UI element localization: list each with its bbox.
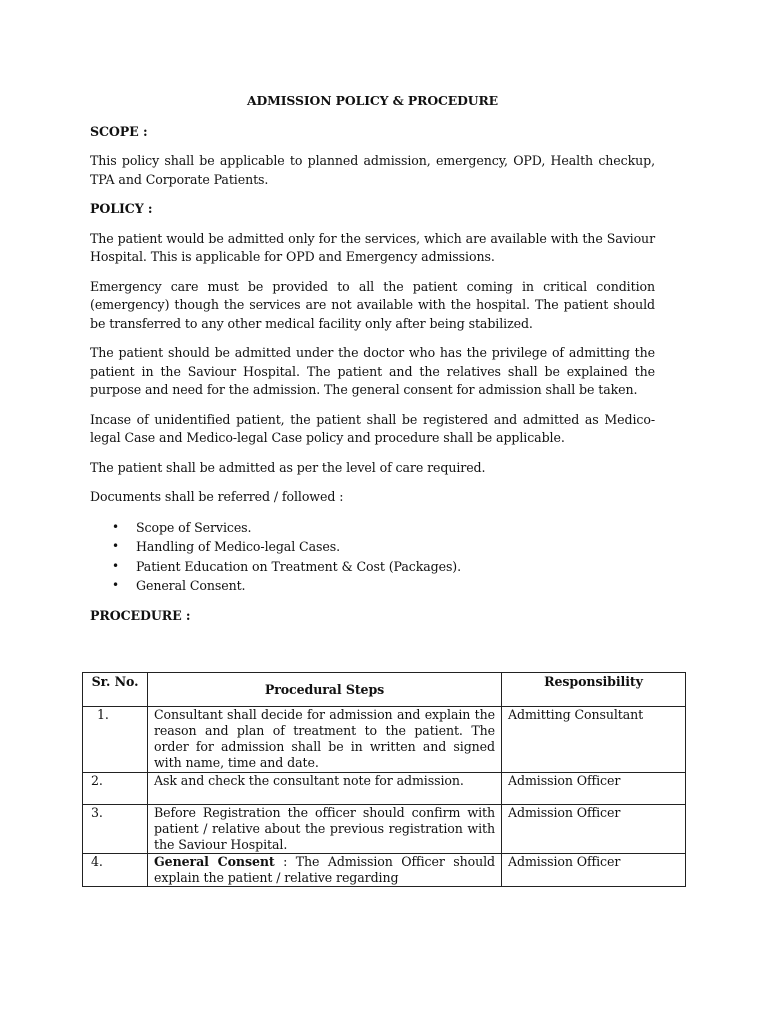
table-header-row xyxy=(83,673,686,707)
column-header-sr-no: Sr. No. xyxy=(83,673,148,707)
list-item: • Handling of Medico-legal Cases. xyxy=(136,537,655,557)
row-responsibility: Admitting Consultant xyxy=(502,707,686,773)
general-consent-label: General Consent xyxy=(154,854,275,869)
table-row xyxy=(83,707,686,773)
policy-paragraph-1: The patient would be admitted only for the services, which are available with the Saviour Hospital. This is applicable for OPD and Emergency admissions. xyxy=(90,230,655,264)
column-header-procedural-steps: Procedural Steps xyxy=(148,673,502,707)
documents-intro: Documents shall be referred / followed : xyxy=(90,489,344,504)
procedure-table xyxy=(82,672,686,887)
policy-paragraph-4: Incase of unidentified patient, the patient shall be registered and admitted as Medico-legal Case and Medico-legal Case policy and procedure shall be applicable. xyxy=(90,411,655,445)
row-responsibility: Admission Officer xyxy=(502,773,686,805)
column-header-responsibility: Responsibility xyxy=(502,673,686,707)
general-consent-text: : The Admission Officer should explain the patient / relative regarding xyxy=(154,854,495,885)
row-procedural-step xyxy=(148,854,502,887)
policy-paragraph-3: The patient should be admitted under the doctor who has the privilege of admitting the patient in the Saviour Hospital. The patient and the relatives shall be explained the purpose and need for the admission. The general consent for admission shall be taken. xyxy=(90,345,655,397)
row-sr-no: 2. xyxy=(83,773,148,805)
list-item: • Scope of Services. xyxy=(136,518,655,538)
table-row xyxy=(83,854,686,887)
row-procedural-step: Ask and check the consultant note for admission. xyxy=(148,773,502,805)
row-sr-no: 4. xyxy=(83,854,148,887)
document-body xyxy=(90,92,655,636)
row-responsibility: Admission Officer xyxy=(502,805,686,854)
procedure-heading: PROCEDURE : xyxy=(90,607,191,623)
list-item: • General Consent. xyxy=(136,576,655,596)
page-title: ADMISSION POLICY & PROCEDURE xyxy=(246,93,499,108)
row-sr-no: 3. xyxy=(83,805,148,854)
policy-paragraph-2: Emergency care must be provided to all the patient coming in critical condition (emergency) though the services are not available with the hospital. The patient should be transferred to any other medical facility only after being stabilized. xyxy=(90,278,655,331)
row-procedural-step: Consultant shall decide for admission and explain the reason and plan of treatment to the patient. The order for admission shall be in written and signed with name, time and date. xyxy=(148,707,502,773)
table-row xyxy=(83,773,686,805)
table-row xyxy=(83,805,686,854)
list-item: • Patient Education on Treatment & Cost (Packages). xyxy=(136,557,655,577)
row-sr-no: 1. xyxy=(83,707,148,773)
scope-paragraph: This policy shall be applicable to planned admission, emergency, OPD, Health checkup, TPA and Corporate Patients. xyxy=(90,153,655,187)
policy-heading: POLICY : xyxy=(90,201,153,216)
row-responsibility: Admission Officer xyxy=(502,854,686,887)
scope-heading: SCOPE : xyxy=(90,123,148,139)
documents-list xyxy=(90,518,655,596)
row-procedural-step: Before Registration the officer should confirm with patient / relative about the previous registration with the Saviour Hospital. xyxy=(148,805,502,854)
policy-paragraph-5: The patient shall be admitted as per the level of care required. xyxy=(90,459,486,475)
